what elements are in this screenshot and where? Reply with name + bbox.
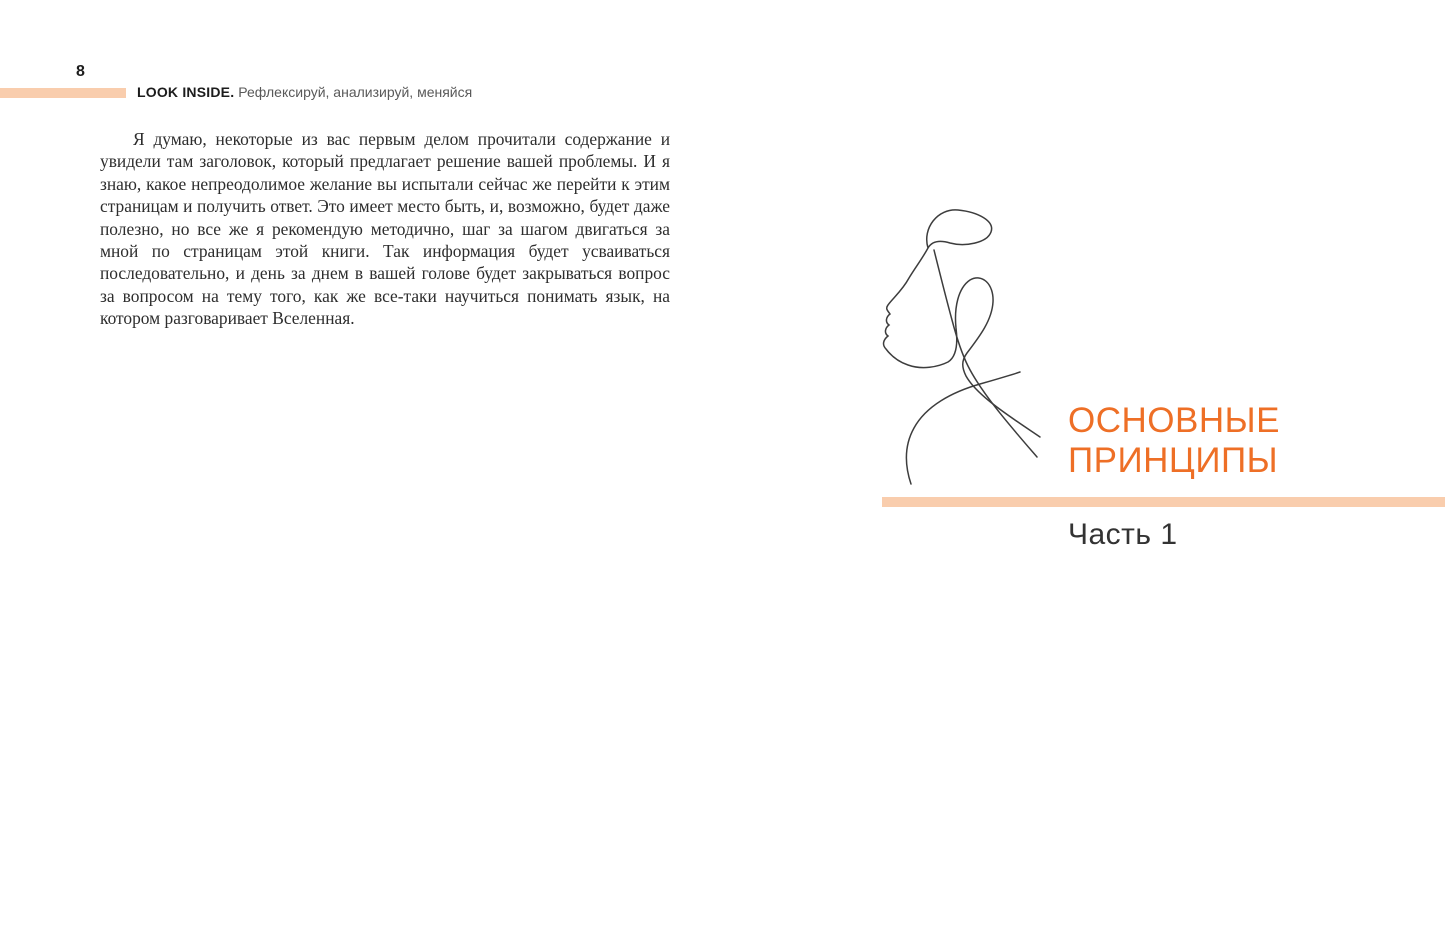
line-art-face-stroke: [884, 210, 1040, 437]
header-accent-bar: [0, 88, 126, 98]
running-header-tagline: Рефлексируй, анализируй, меняйся: [238, 84, 473, 100]
part-label: Часть 1: [1068, 518, 1178, 551]
page-number: 8: [76, 63, 86, 80]
section-accent-bar: [882, 497, 1445, 507]
section-title-line2: ПРИНЦИПЫ: [1068, 441, 1279, 480]
woman-profile-line-art: [862, 196, 1047, 496]
body-paragraph: Я думаю, некоторые из вас первым делом прочитали содержание и увидели там заголовок, который предлагает решение вашей проблемы. И я знаю, какое непреодолимое желание вы испытали сейчас же перейти к этим страницам и получить ответ. Это имеет место быть, и, возможно, будет даже полезно, но все же я рекомендую методично, шаг за шагом двигаться за мной по страницам этой книги. Так информация будет усваиваться последовательно, и день за днем в вашей голове будет закрываться вопрос за вопросом на тему того, как же все-таки научиться понимать язык, на котором разговаривает Вселенная.: [100, 129, 670, 329]
section-title: [1068, 401, 1280, 481]
running-header: [137, 84, 472, 100]
line-art-shoulder-stroke: [906, 372, 1020, 484]
section-title-line1: ОСНОВНЫЕ: [1068, 401, 1280, 440]
running-header-book-title: LOOK INSIDE.: [137, 84, 235, 100]
